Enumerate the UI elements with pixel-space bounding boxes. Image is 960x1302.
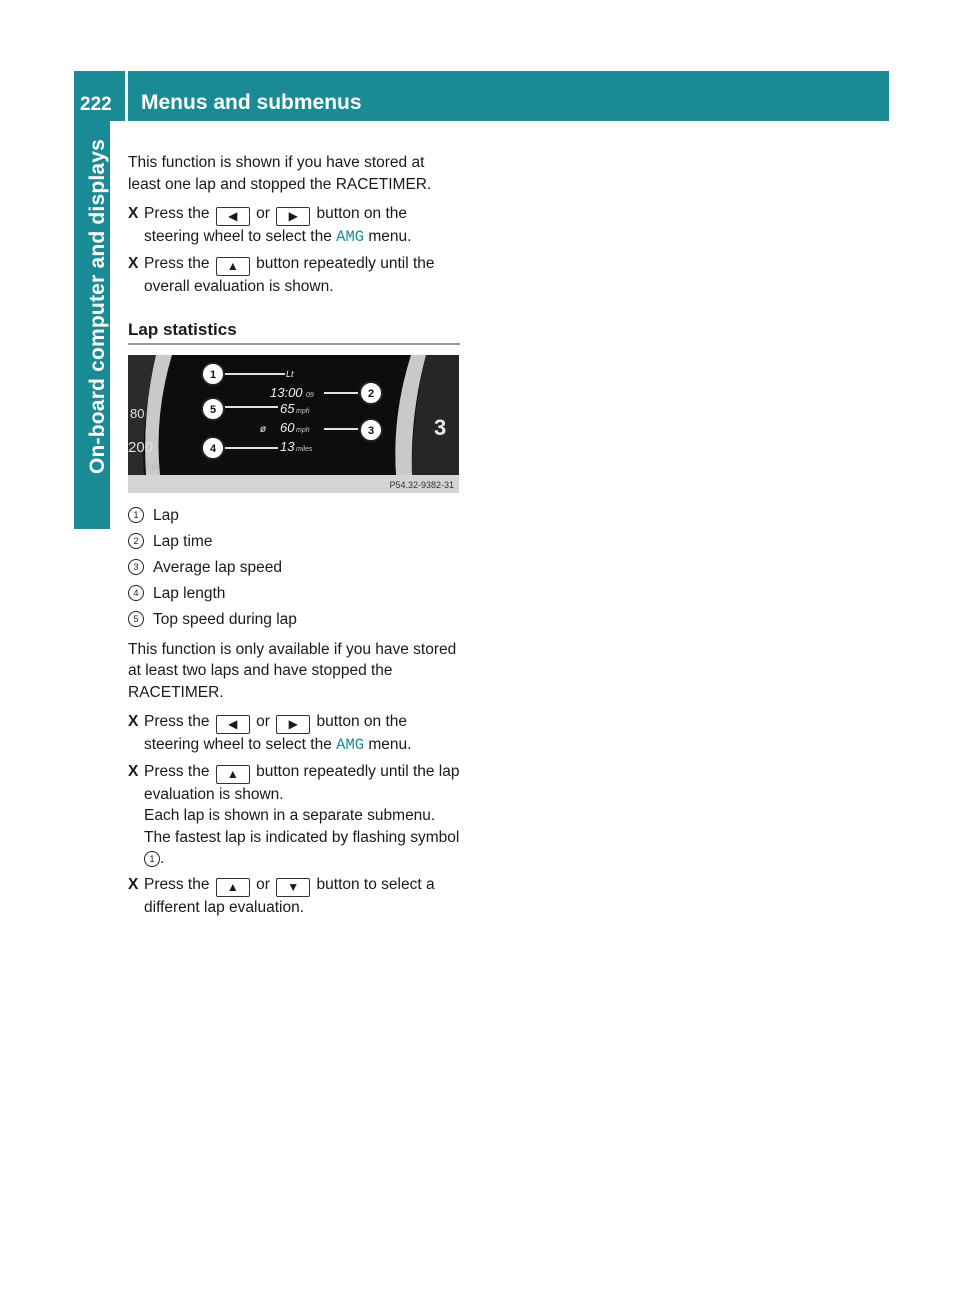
content-column <box>128 152 460 922</box>
figure-lap-label: Lt <box>286 368 294 379</box>
step-marker-icon: X <box>128 254 139 272</box>
up-arrow-key-icon: ▲ <box>216 257 250 276</box>
legend-item <box>128 505 460 531</box>
up-arrow-key-icon: ▲ <box>216 765 250 784</box>
step-item: X Press the ▲ button repeatedly until the lap evaluation is shown. Each lap is shown in a separate submenu. The fastest lap is indicated by flashing symbol 1 . <box>128 762 460 867</box>
callout-1-number: 1 <box>209 368 217 381</box>
legend-text: Lap <box>153 506 179 524</box>
figure-lap-time: 13:00 <box>270 384 303 400</box>
left-arrow-key-icon: ◀ <box>216 715 250 734</box>
gauge-right-label: 3 <box>434 414 447 440</box>
callout-3-number: 3 <box>367 424 375 437</box>
gauge-left-unit: mph <box>146 463 160 471</box>
step-item: X Press the ◀ or ▶ button on the steering wheel to select the AMG menu. <box>128 713 412 754</box>
legend-item <box>128 583 460 609</box>
amg-menu-label: AMG <box>336 736 365 754</box>
figure-lap-length: 13 <box>280 438 295 454</box>
figure-lap-length-unit: miles <box>296 445 313 453</box>
legend-text: Top speed during lap <box>153 610 297 628</box>
lap-intro-paragraph: This function is only available if you have stored at least two laps and have stopped the RACETIMER. <box>128 640 457 701</box>
figure-code: P54.32-9382-31 <box>389 479 454 490</box>
up-arrow-key-icon: ▲ <box>216 878 250 897</box>
callout-2-number: 2 <box>367 387 375 400</box>
step-item: X Press the ▲ or ▼ button to select a different lap evaluation. <box>128 875 435 916</box>
legend-number-icon: 3 <box>128 559 144 575</box>
figure-legend <box>128 505 460 635</box>
figure-average-symbol: ø <box>260 423 267 435</box>
amg-menu-label: AMG <box>336 228 365 246</box>
legend-item <box>128 531 460 557</box>
right-arrow-key-icon: ▶ <box>276 715 310 734</box>
legend-text: Lap length <box>153 584 226 602</box>
step-marker-icon: X <box>128 762 139 780</box>
legend-item <box>128 557 460 583</box>
legend-text: Average lap speed <box>153 558 282 576</box>
figure-top-speed: 65 <box>280 400 295 416</box>
section-heading: Lap statistics <box>128 319 460 345</box>
gauge-left-label-b: 200 <box>128 438 154 456</box>
legend-number-icon: 4 <box>128 585 144 601</box>
legend-number-icon: 2 <box>128 533 144 549</box>
figure-average-speed-unit: mph <box>296 426 310 434</box>
step-item: X Press the ▲ button repeatedly until the overall evaluation is shown. <box>128 254 435 295</box>
callout-5-number: 5 <box>209 403 217 416</box>
legend-text: Lap time <box>153 532 213 550</box>
down-arrow-key-icon: ▼ <box>276 878 310 897</box>
gauge-left-label-a: 80 <box>130 405 145 421</box>
step-marker-icon: X <box>128 875 139 893</box>
lap-statistics-figure <box>128 355 459 493</box>
flashing-symbol-icon: 1 <box>144 851 160 867</box>
side-section-label: On-board computer and displays <box>86 138 109 474</box>
legend-item <box>128 609 460 635</box>
page-title: Menus and submenus <box>141 91 362 114</box>
figure-lap-time-unit: 09 <box>306 391 314 399</box>
figure-top-speed-unit: mph <box>296 407 310 415</box>
page-number: 222 <box>80 94 112 115</box>
step-marker-icon: X <box>128 713 139 730</box>
step-marker-icon: X <box>128 205 139 222</box>
intro-paragraph: This function is shown if you have stored at least one lap and stopped the RACETIMER. <box>128 154 432 193</box>
step-item: X Press the ◀ or ▶ button on the steering wheel to select the AMG menu. <box>128 205 412 246</box>
right-arrow-key-icon: ▶ <box>276 207 310 226</box>
legend-number-icon: 1 <box>128 507 144 523</box>
callout-4-number: 4 <box>209 442 217 455</box>
figure-average-speed: 60 <box>280 419 295 435</box>
left-arrow-key-icon: ◀ <box>216 207 250 226</box>
legend-number-icon: 5 <box>128 611 144 627</box>
